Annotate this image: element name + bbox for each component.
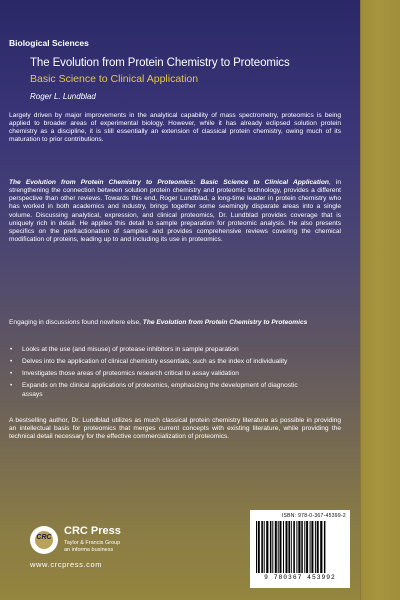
barcode-bar bbox=[301, 521, 303, 573]
publisher-logo bbox=[30, 522, 170, 562]
description-paragraph-1: Largely driven by major improvements in the analytical capability of mass spectrometry, proteomics is being applied to broader areas of experimental biology. However, while it has already eclipsed solution protein chemistry as a discipline, it is still essentially an extension of classical protein chemistry, owing much of its maturation to prior contributions. bbox=[9, 112, 341, 144]
barcode-bar bbox=[280, 521, 282, 573]
barcode-bar bbox=[306, 521, 308, 573]
book-spine bbox=[360, 0, 400, 600]
bullet-glyph: • bbox=[10, 346, 13, 353]
list-item-text: Expands on the clinical applications of proteomics, emphasizing the development of diagnostic assays bbox=[22, 382, 298, 398]
barcode-bar bbox=[311, 521, 313, 573]
barcode-bar bbox=[317, 521, 319, 573]
barcode-bar bbox=[258, 521, 260, 573]
author-name: Roger L. Lundblad bbox=[30, 92, 96, 101]
barcode-bar bbox=[298, 521, 300, 573]
paragraph-2-text: , in strengthening the connection between solution protein chemistry and proteomic technology, provides a different perspective than other reviews. Towards this end, Roger Lundblad, a long-time leader in protein chemistry who has worked in both academics and industry, brings together some seemingly disparate areas into a single volume. Discussing analytical, expression, and clinical proteomics, Dr. Lundblad provides coverage that is uniquely rich in detail. He applies this detail to sample preparation for proteomic analysis. He also presents specifics on the prefractionation of samples and provides comprehensive reviews covering the chemical modification of proteins, leading up to and including its use in proteomics. bbox=[9, 179, 341, 244]
barcode-bar bbox=[275, 521, 277, 573]
list-item bbox=[9, 382, 309, 398]
book-subtitle: Basic Science to Clinical Application bbox=[30, 73, 199, 85]
barcode-bar bbox=[310, 521, 311, 573]
barcode-bar bbox=[304, 521, 305, 573]
barcode-bar bbox=[293, 521, 295, 573]
publisher-website: www.crcpress.com bbox=[30, 560, 103, 569]
barcode-bar bbox=[266, 521, 268, 573]
barcode-bar bbox=[315, 521, 316, 573]
barcode-bar bbox=[296, 521, 297, 573]
barcode-bar bbox=[320, 521, 322, 573]
barcode-bar bbox=[286, 521, 288, 573]
isbn-digits: 9 780367 453992 bbox=[264, 574, 336, 581]
barcode-bar bbox=[324, 521, 326, 573]
barcode-bar bbox=[278, 521, 279, 573]
book-title: The Evolution from Protein Chemistry to Proteomics bbox=[30, 57, 290, 69]
list-item bbox=[9, 358, 309, 366]
list-item-text: Looks at the use (and misuse) of protease inhibitors in sample preparation bbox=[22, 346, 239, 353]
isbn-label: ISBN: 978-0-367-45399-2 bbox=[281, 513, 346, 519]
category-label: Biological Sciences bbox=[9, 38, 89, 48]
barcode-bar bbox=[291, 521, 292, 573]
list-item-text: Investigates those areas of proteomics research critical to assay validation bbox=[22, 370, 239, 378]
barcode-bar bbox=[264, 521, 265, 573]
crc-logo-icon bbox=[30, 526, 58, 554]
publisher-group: Taylor & Francis Group bbox=[64, 540, 121, 546]
feature-list bbox=[9, 346, 309, 403]
barcode-bar bbox=[272, 521, 273, 573]
publisher-name: CRC Press bbox=[64, 525, 121, 537]
bullet-glyph: • bbox=[10, 358, 13, 366]
bullet-glyph: • bbox=[10, 370, 13, 378]
list-item-text: Delves into the application of clinical chemistry essentials, such as the index of individuality bbox=[22, 358, 288, 366]
isbn-barcode bbox=[250, 510, 350, 588]
barcode-bar bbox=[256, 521, 257, 573]
barcode-bars bbox=[254, 521, 346, 573]
paragraph-2-title-ref: The Evolution from Protein Chemistry to Proteomics: Basic Science to Clinical Application bbox=[9, 179, 329, 186]
barcode-bar bbox=[288, 521, 290, 573]
description-paragraph-4: A bestselling author, Dr. Lundblad utilizes as much classical protein chemistry literature as possible in providing an intellectual basis for proteomics that merges current concepts with existing literature, while providing the technical detail necessary for the effective commercialization of proteomics. bbox=[9, 417, 341, 441]
list-item bbox=[9, 346, 309, 354]
logo-text: CRC bbox=[36, 534, 52, 541]
list-item bbox=[9, 370, 309, 378]
barcode-bar bbox=[270, 521, 272, 573]
barcode-bar bbox=[283, 521, 284, 573]
bullets-intro-text: Engaging in discussions found nowhere else, bbox=[9, 319, 143, 326]
bullets-intro bbox=[9, 319, 341, 327]
publisher-business: an informa business bbox=[64, 547, 114, 553]
bullets-intro-title-ref: The Evolution from Protein Chemistry to Proteomics bbox=[142, 319, 308, 326]
bullet-glyph: • bbox=[10, 382, 13, 390]
barcode-bar bbox=[261, 521, 263, 573]
description-paragraph-2 bbox=[9, 179, 341, 244]
